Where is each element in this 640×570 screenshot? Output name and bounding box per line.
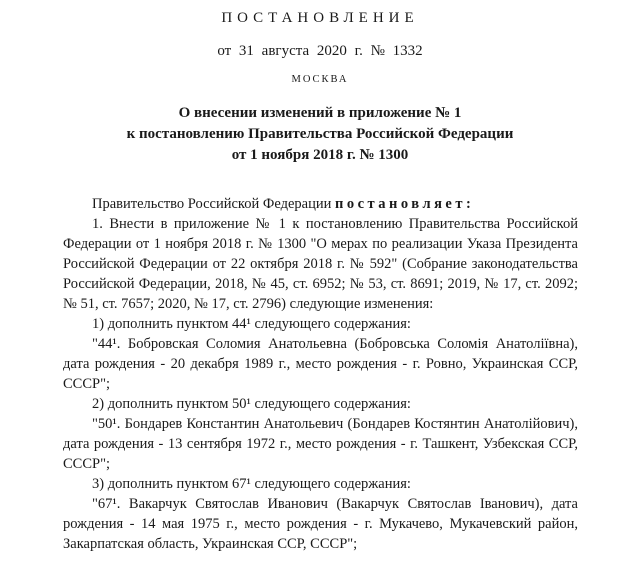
preamble-verb: постановляет:: [334, 196, 475, 212]
title-line: О внесении изменений в приложение № 1: [178, 105, 462, 121]
preamble-lead: Правительство Российской Федерации: [92, 196, 335, 212]
body-paragraph: "44¹. Бобровская Соломия Анатольевна (Бобровська Соломія Анатоліївна), дата рождения - 20 декабря 1989 г., место рождения - г. Ровно, Украинская ССР, СССР";: [63, 336, 578, 392]
body-paragraph: 2) дополнить пунктом 50¹ следующего содержания:: [92, 396, 411, 412]
document-kind-heading: ПОСТАНОВЛЕНИЕ: [221, 10, 419, 26]
body-paragraph: 3) дополнить пунктом 67¹ следующего содержания:: [92, 476, 411, 492]
body-paragraph: 1) дополнить пунктом 44¹ следующего содержания:: [92, 316, 411, 332]
document-title: [0, 103, 640, 166]
preamble-paragraph: [63, 194, 578, 214]
document-body: [63, 194, 578, 554]
title-line: от 1 ноября 2018 г. № 1300: [231, 147, 409, 163]
document-date-number: от 31 августа 2020 г. № 1332: [217, 43, 423, 59]
body-paragraph: "67¹. Вакарчук Святослав Иванович (Вакарчук Святослав Іванович), дата рождения - 14 мая 1975 г., место рождения - г. Мукачево, Мукачевский район, Закарпатская область, Украинская ССР, СССР";: [63, 496, 578, 552]
body-paragraph: "50¹. Бондарев Константин Анатольевич (Бондарев Костянтин Анатолійович), дата рождения - 13 сентября 1972 г., место рождения - г. Ташкент, Узбекская ССР, СССР";: [63, 416, 578, 472]
title-line: к постановлению Правительства Российской Федерации: [126, 126, 514, 142]
body-paragraph: 1. Внести в приложение № 1 к постановлению Правительства Российской Федерации от 1 ноября 2018 г. № 1300 "О мерах по реализации Указа Президента Российской Федерации от 22 октября 2018 г. № 592" (Собрание законодательства Российской Федерации, 2018, № 45, ст. 6952; № 53, ст. 8691; 2019, № 17, ст. 2092; № 51, ст. 7657; 2020, № 17, ст. 2796) следующие изменения:: [63, 216, 578, 312]
document-place: МОСКВА: [291, 74, 349, 85]
